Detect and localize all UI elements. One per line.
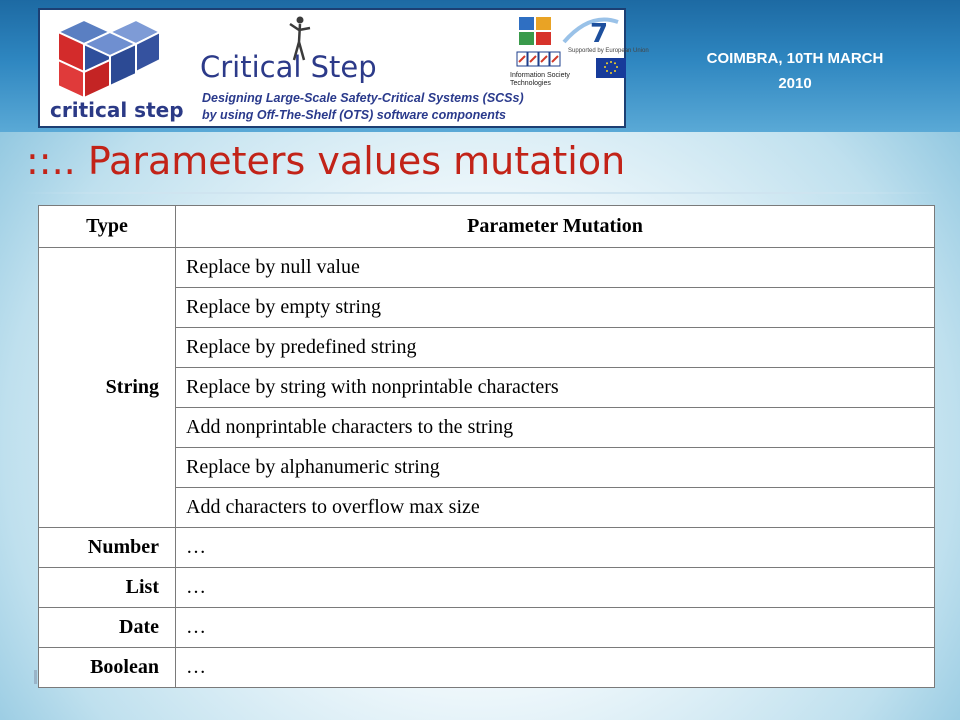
page-title: ::.. Parameters values mutation	[26, 139, 626, 183]
project-banner	[38, 8, 649, 128]
subtitle-line-1: Designing Large-Scale Safety-Critical Systems (SCSs)	[202, 91, 524, 105]
date-line-2: 2010	[778, 75, 812, 92]
mutation-cell: Replace by predefined string	[176, 328, 935, 368]
table-row	[39, 568, 935, 608]
mutation-cell: Replace by alphanumeric string	[176, 448, 935, 488]
mutation-cell: …	[176, 528, 935, 568]
table-row	[39, 528, 935, 568]
mutation-cell: Replace by empty string	[176, 288, 935, 328]
fp7-icon	[560, 12, 620, 48]
header-mutation: Parameter Mutation	[176, 206, 935, 248]
mutation-table	[38, 205, 935, 688]
mutation-cell: …	[176, 648, 935, 688]
type-cell-boolean: Boolean	[39, 648, 176, 688]
fp7-number: 7	[590, 19, 609, 49]
brand-title: Critical Step	[200, 50, 377, 84]
cube-logo-icon	[44, 14, 164, 106]
fp7-logo	[560, 12, 620, 48]
eu-flag-icon	[596, 58, 626, 78]
eu-support-text: Supported by European Union	[568, 48, 649, 54]
table-row	[39, 608, 935, 648]
table-row	[39, 648, 935, 688]
mutation-cell: …	[176, 568, 935, 608]
logo-text: critical step	[50, 98, 184, 122]
mutation-cell: Add characters to overflow max size	[176, 488, 935, 528]
type-cell-string: String	[39, 248, 176, 528]
subtitle-line-2: by using Off-The-Shelf (OTS) software components	[202, 108, 506, 122]
information-society-text	[510, 72, 570, 88]
mutation-cell: …	[176, 608, 935, 648]
event-date	[672, 46, 918, 96]
title-divider	[20, 192, 940, 194]
mutation-cell: Add nonprintable characters to the string	[176, 408, 935, 448]
type-cell-number: Number	[39, 528, 176, 568]
is-text-line-2: Technologies	[510, 80, 551, 87]
banner-subtitle	[202, 90, 524, 124]
type-cell-date: Date	[39, 608, 176, 648]
type-cell-list: List	[39, 568, 176, 608]
date-line-1: COIMBRA, 10TH MARCH	[706, 50, 884, 67]
table-header-row	[39, 206, 935, 248]
mutation-cell: Replace by null value	[176, 248, 935, 288]
sponsor-logo-icon	[518, 16, 552, 46]
header-type: Type	[39, 206, 176, 248]
footer-mark	[34, 670, 37, 684]
information-society-logo-icon	[516, 50, 562, 70]
table-row	[39, 248, 935, 288]
mutation-cell: Replace by string with nonprintable characters	[176, 368, 935, 408]
is-text-line-1: Information Society	[510, 72, 570, 79]
